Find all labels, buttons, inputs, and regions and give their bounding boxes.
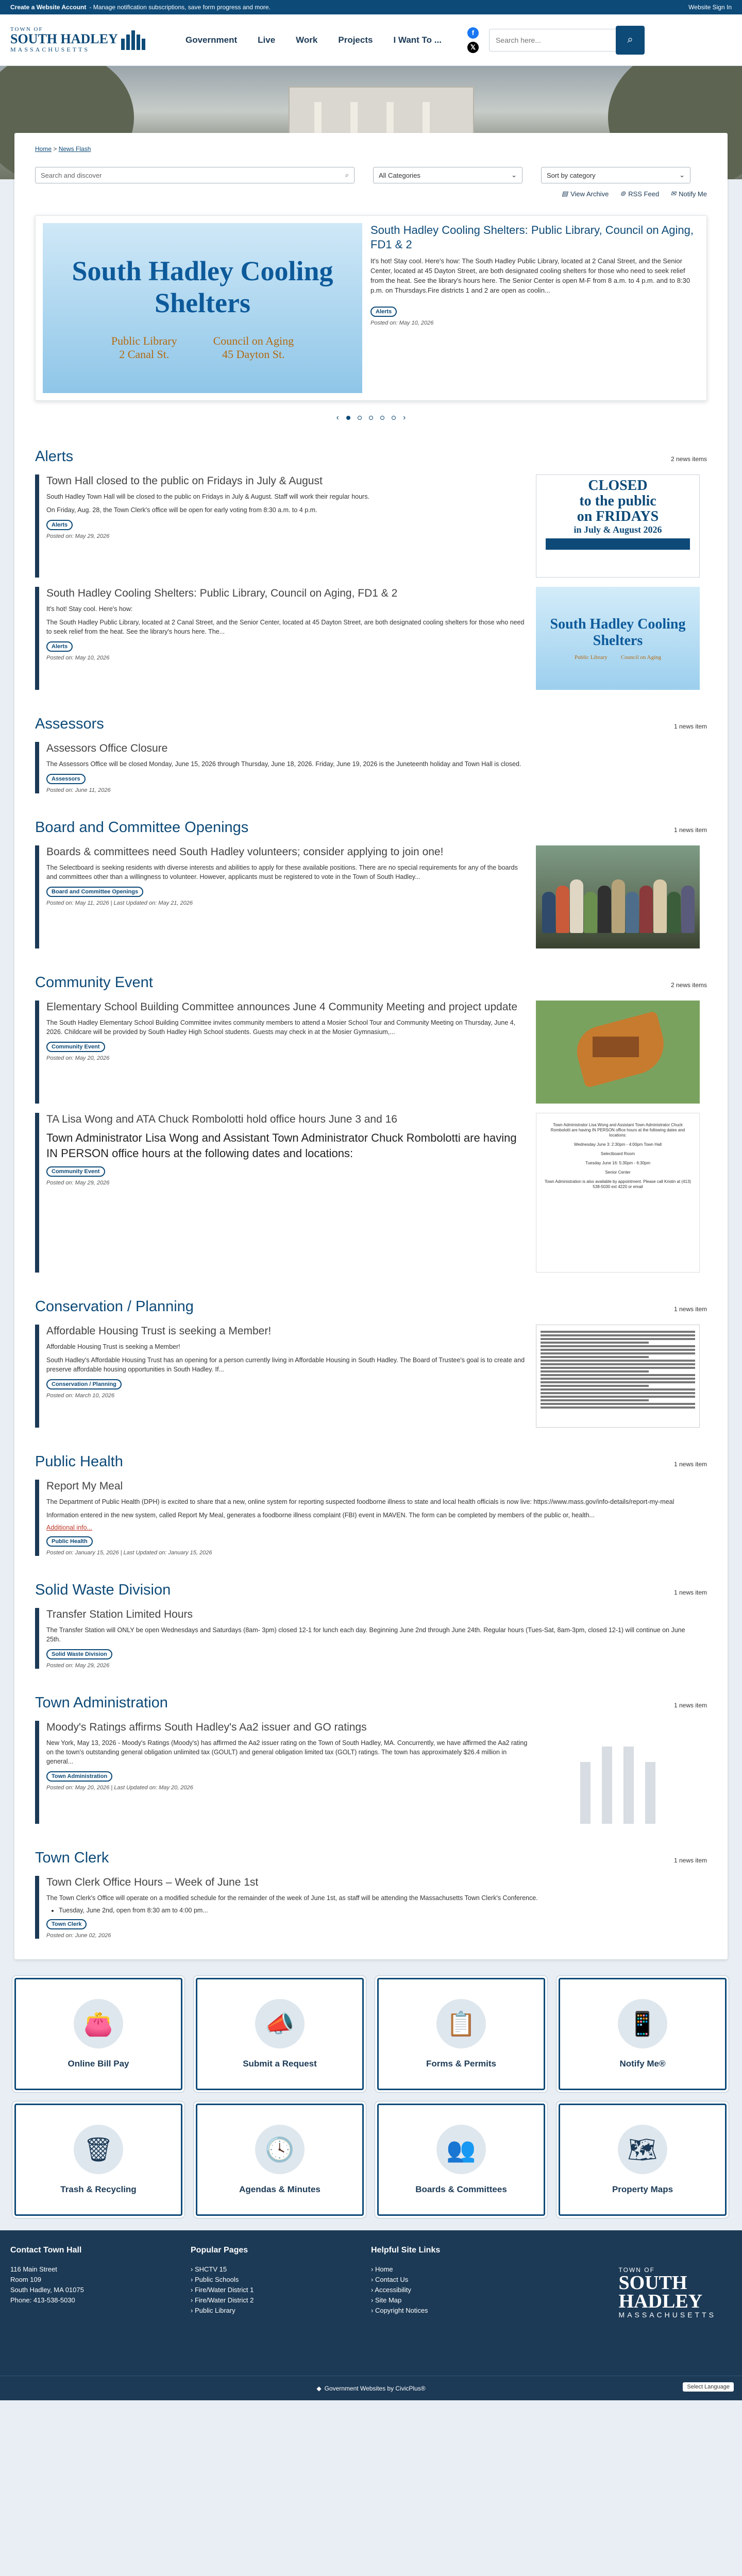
news-category-badge[interactable]: Board and Committee Openings (46, 887, 143, 897)
category-title[interactable]: Assessors (35, 716, 104, 732)
news-item-title[interactable]: Report My Meal (46, 1480, 123, 1492)
header-search (489, 26, 645, 55)
news-category-section (35, 974, 707, 1273)
news-item-summary: Town Administrator Lisa Wong and Assistant Town Administrator Chuck Rombolotti are having IN PERSON office hours at the following dates and locations: (46, 1131, 517, 1160)
quick-link-label: Notify Me® (619, 2059, 666, 2069)
footer-contact-title: Contact Town Hall (10, 2246, 82, 2255)
news-category-badge[interactable]: Assessors (46, 774, 86, 784)
news-item-body (46, 587, 528, 690)
news-category-section (35, 1298, 707, 1428)
footer-popular-title: Popular Pages (191, 2246, 248, 2255)
featured-category-badge[interactable]: Alerts (370, 307, 397, 317)
moody-logo-bar (623, 1747, 634, 1824)
news-item-summary: The Transfer Station will ONLY be open Wednesdays and Saturdays (8am- 3pm) closed 12-1 for lunch each day. Beginning June 2nd through June 24th. Regular hours (Tues-Sat, 8am-3pm, closed 12-1) will continue on June 25th. (46, 1626, 685, 1643)
person-figure (542, 892, 555, 933)
news-category-badge[interactable]: Public Health (46, 1536, 93, 1547)
news-posted-date: Posted on: May 10, 2026 (46, 655, 110, 661)
news-flash-content (14, 133, 728, 1959)
breadcrumb-home[interactable]: Home (35, 145, 52, 152)
footer-logo-state: MASSACHUSETTS (618, 2311, 716, 2319)
news-item-summary: It's hot! Stay cool. Here's how: (46, 605, 133, 613)
doc-line (541, 1363, 695, 1365)
news-category-section (35, 1582, 707, 1669)
nav-government[interactable]: Government (185, 35, 238, 45)
news-item (35, 1001, 707, 1104)
news-item-summary: The Assessors Office will be closed Monday, June 15, 2026 through Thursday, June 18, 2026. Friday, June 19, 2026 is the Juneteenth holiday and Town Hall is closed. (46, 760, 521, 768)
quick-link-label: Forms & Permits (426, 2059, 497, 2069)
thumb-text: Public Library (574, 654, 608, 660)
footer-address-line: Room 109 (10, 2276, 41, 2283)
header-search-input[interactable] (489, 29, 618, 52)
doc-line (541, 1381, 695, 1383)
quick-link-label: Property Maps (612, 2184, 673, 2194)
quick-link-tile[interactable] (196, 2104, 364, 2216)
chevron-down-icon: ⌄ (679, 171, 685, 179)
category-header (35, 448, 707, 465)
person-figure (681, 886, 695, 933)
news-category-badge[interactable]: Town Clerk (46, 1919, 87, 1929)
news-item-body (46, 474, 528, 578)
news-thumbnail-image[interactable] (536, 1325, 700, 1428)
site-header (0, 14, 742, 66)
doc-line (541, 1352, 695, 1354)
doc-line (541, 1342, 649, 1344)
news-category-badge[interactable]: Community Event (46, 1166, 105, 1177)
category-header (35, 819, 707, 836)
quick-link-label: Submit a Request (243, 2059, 317, 2069)
additional-info-link[interactable]: Additional info... (46, 1524, 92, 1531)
person-figure (626, 892, 639, 933)
category-count: 2 news items (670, 981, 707, 989)
category-header (35, 1694, 707, 1711)
slide-dot[interactable] (346, 416, 350, 420)
person-figure (584, 892, 597, 933)
category-header (35, 1298, 707, 1315)
doc-line (541, 1385, 649, 1387)
search-icon: ⌕ (345, 171, 349, 179)
news-category-section (35, 819, 707, 948)
footer-logo-name2: HADLEY (618, 2291, 703, 2312)
news-item-summary: The South Hadley Public Library, located at 2 Canal Street, and the Senior Center, located at 45 Dayton Street, are both designated cooling shelters for those who need to seek relief from the heat. See the library's hours here. The... (46, 619, 525, 635)
quick-link-label: Trash & Recycling (60, 2184, 137, 2194)
news-item-body (46, 1480, 700, 1556)
quick-link-tile[interactable] (377, 2104, 545, 2216)
news-item-title[interactable]: Town Clerk Office Hours – Week of June 1st (46, 1876, 259, 1888)
nav-i-want-to[interactable]: I Want To ... (393, 35, 442, 45)
footer-link[interactable]: › Site Map (371, 2295, 551, 2306)
doc-line (541, 1392, 695, 1394)
wallet-icon: 👛 (74, 1999, 123, 2048)
map-icon: 🗺 (618, 2125, 667, 2174)
news-item-summary: Affordable Housing Trust is seeking a Member! (46, 1343, 180, 1350)
footer-link[interactable]: › Public Schools (191, 2275, 371, 2285)
category-count: 1 news item (673, 826, 707, 834)
category-header (35, 716, 707, 733)
news-thumbnail-image[interactable] (536, 474, 700, 578)
news-search-input[interactable] (35, 167, 355, 183)
memo-text: Wednesday June 3: 2:30pm - 4:00pm Town Hall (574, 1142, 662, 1147)
news-item-summary: The Selectboard is seeking residents with diverse interests and abilities to apply for these available positions. There are no special requirements for any of the boards and committees other than a willingness to volunteer. However, applicants must be registered to vote in the Town of South Hadley... (46, 864, 518, 880)
envelope-icon: ✉ (670, 190, 677, 197)
clipboard-icon: 📋 (436, 1999, 486, 2048)
people-icon: 👥 (436, 2125, 486, 2174)
footer-popular-pages (191, 2246, 371, 2319)
news-item-summary: The Department of Public Health (DPH) is excited to share that a new, online system for reporting suspected foodborne illness to state and local health officials is now live: https://www.mass.gov/info-details/report-my-meal (46, 1498, 674, 1505)
news-category-badge[interactable]: Solid Waste Division (46, 1649, 112, 1659)
doc-line (541, 1374, 695, 1376)
category-title[interactable]: Board and Committee Openings (35, 819, 249, 836)
footer-link[interactable]: › SHCTV 15 (191, 2264, 371, 2275)
nav-live[interactable]: Live (258, 35, 276, 45)
search-button[interactable] (616, 26, 645, 55)
news-item (35, 1480, 707, 1556)
footer-link[interactable]: › Fire/Water District 1 (191, 2285, 371, 2295)
news-item (35, 1608, 707, 1669)
moody-logo-bar (645, 1762, 655, 1824)
footer-link[interactable]: › Fire/Water District 2 (191, 2295, 371, 2306)
breadcrumb-current[interactable]: News Flash (58, 145, 91, 152)
civicplus-icon: ◆ (316, 2384, 322, 2392)
footer-helpful-title: Helpful Site Links (371, 2246, 441, 2255)
news-category-section (35, 448, 707, 690)
doc-line (541, 1370, 649, 1372)
thumb-text: South Hadley Cooling Shelters (550, 616, 686, 649)
moody-logo-bar (580, 1762, 591, 1824)
account-banner-title[interactable]: Create a Website Account (10, 4, 87, 11)
news-item (35, 587, 707, 690)
news-item (35, 1113, 707, 1273)
news-category-section (35, 1694, 707, 1824)
news-item-body (46, 1608, 700, 1669)
news-item-body (46, 1876, 700, 1939)
rss-feed-label: RSS Feed (628, 190, 660, 198)
memo-text: Town Administration is also available by appointment. Please call Kristin at (413) 538-5030 ext 4220 or email (544, 1179, 692, 1189)
featured-title[interactable]: South Hadley Cooling Shelters: Public Library, Council on Aging, FD1 & 2 (370, 224, 694, 251)
news-posted-date: Posted on: May 29, 2026 (46, 1663, 110, 1669)
megaphone-icon: 📣 (255, 1999, 305, 2048)
news-categories (35, 448, 707, 1939)
news-category-section (35, 1850, 707, 1939)
footer-bottom-bar (0, 2376, 742, 2400)
news-thumbnail-image[interactable] (536, 587, 700, 690)
news-item-body (46, 1721, 528, 1824)
doc-line (541, 1367, 695, 1369)
news-item-body (46, 1113, 528, 1273)
footer-address-line: South Hadley, MA 01075 (10, 2286, 84, 2294)
logo-text (10, 26, 118, 54)
news-category-badge[interactable]: Alerts (46, 641, 73, 652)
person-figure (598, 886, 611, 933)
news-posted-date: Posted on: March 10, 2026 (46, 1393, 115, 1399)
sort-select-value: Sort by category (547, 171, 596, 179)
footer-link[interactable]: › Contact Us (371, 2275, 551, 2285)
doc-line (541, 1349, 695, 1351)
news-item (35, 1325, 707, 1428)
news-category-badge[interactable]: Town Administration (46, 1771, 112, 1782)
news-item-title[interactable]: Boards & committees need South Hadley volunteers; consider applying to join one! (46, 846, 444, 858)
category-title[interactable]: Public Health (35, 1453, 123, 1470)
account-banner[interactable] (10, 4, 271, 11)
news-item-summary: South Hadley Town Hall will be closed to the public on Fridays in July & August. Staff will work their regular hours. (46, 493, 369, 500)
category-title[interactable]: Conservation / Planning (35, 1298, 194, 1315)
person-figure (639, 886, 653, 933)
news-item-summary: Information entered in the new system, called Report My Meal, generates a foodborne illness complaint (FBI) event in MAVEN. The form can be completed by members of the public or, health... (46, 1512, 595, 1519)
sort-select[interactable] (541, 167, 690, 183)
news-item-summary: On Friday, Aug. 28, the Town Clerk's office will be open for early voting from 8:30 a.m. to 4 p.m. (46, 506, 317, 514)
person-figure (570, 879, 583, 933)
news-posted-date: Posted on: May 29, 2026 (46, 1180, 110, 1186)
category-title[interactable]: Town Administration (35, 1694, 168, 1711)
language-select[interactable]: Select Language (683, 2382, 734, 2392)
footer-link[interactable]: › Accessibility (371, 2285, 551, 2295)
quick-link-tile[interactable] (377, 1978, 545, 2090)
quick-link-tile[interactable] (14, 1978, 182, 2090)
doc-line (541, 1388, 695, 1391)
x-icon[interactable]: 𝕏 (467, 42, 479, 53)
phone-notify-icon: 📱 (618, 1999, 667, 2048)
doc-line (541, 1403, 695, 1405)
news-item-bullet: • Tuesday, June 2nd, open from 8:30 am to 4:00 pm... (59, 1907, 700, 1914)
nav-work[interactable]: Work (296, 35, 318, 45)
clock-icon: 🕓 (255, 2125, 305, 2174)
footer-contact (10, 2246, 191, 2319)
quick-link-tile[interactable] (559, 2104, 727, 2216)
news-item-title[interactable]: Affordable Housing Trust is seeking a Member! (46, 1325, 272, 1337)
news-item-title[interactable]: Moody's Ratings affirms South Hadley's Aa2 issuer and GO ratings (46, 1721, 367, 1733)
news-category-badge[interactable]: Conservation / Planning (46, 1379, 122, 1389)
news-posted-date: Posted on: June 02, 2026 (46, 1933, 111, 1939)
footer-phone[interactable]: Phone: 413-538-5030 (10, 2296, 75, 2304)
doc-line (541, 1345, 695, 1347)
featured-image-left: Public Library 2 Canal St. (111, 334, 177, 361)
footer-link[interactable]: › Public Library (191, 2306, 371, 2316)
news-item (35, 845, 707, 948)
news-item-summary: New York, May 13, 2026 - Moody's Ratings (Moody's) has affirmed the Aa2 issuer rating on the Town of South Hadley, MA. Concurrently, we have affirmed the Aa2 rating on the town's outstanding general obligation unlimited tax (GOULT) and general obligation limited tax (GOLT) ratings. The town has approximately $26.4 million in general... (46, 1739, 528, 1765)
news-category-badge[interactable]: Alerts (46, 520, 73, 530)
doc-line (541, 1360, 695, 1362)
thumb-text: Council on Aging (620, 654, 662, 660)
news-posted-date: Posted on: May 11, 2026 | Last Updated on: May 21, 2026 (46, 900, 193, 906)
featured-news-slide[interactable] (35, 215, 707, 401)
thumb-subtitles (575, 654, 661, 660)
social-links (467, 27, 479, 53)
chevron-right-icon[interactable]: › (403, 413, 406, 422)
quick-link-tile[interactable] (559, 1978, 727, 2090)
news-posted-date: Posted on: June 11, 2026 (46, 787, 111, 793)
category-title[interactable]: Alerts (35, 448, 74, 465)
doc-line (541, 1356, 649, 1358)
rss-feed-link[interactable] (620, 190, 659, 198)
slide-dot[interactable] (392, 416, 396, 420)
category-select[interactable] (373, 167, 522, 183)
footer-logo-town-of: TOWN OF (618, 2266, 655, 2274)
thumb-bar (546, 538, 690, 550)
category-count: 1 news item (673, 1857, 707, 1864)
news-item-body (46, 742, 700, 793)
doc-line (541, 1378, 695, 1380)
news-item-title[interactable]: Transfer Station Limited Hours (46, 1608, 193, 1620)
doc-line (541, 1399, 649, 1401)
logo-mark-icon (121, 30, 145, 50)
news-posted-date: Posted on: May 20, 2026 (46, 1055, 110, 1061)
quick-link-tile[interactable] (14, 2104, 182, 2216)
category-title[interactable]: Solid Waste Division (35, 1582, 171, 1598)
logo-town-of: TOWN OF (10, 26, 43, 32)
category-count: 1 news item (673, 1702, 707, 1709)
footer-helpful-links (371, 2246, 551, 2319)
category-header (35, 1850, 707, 1867)
news-posted-date: Posted on: May 29, 2026 (46, 533, 110, 539)
quick-link-label: Online Bill Pay (68, 2059, 129, 2069)
chevron-left-icon[interactable]: ‹ (336, 413, 339, 422)
facebook-icon[interactable]: f (467, 27, 479, 39)
breadcrumb-separator: > (53, 145, 57, 152)
memo-text: Tuesday June 16: 5:30pm - 6:30pm (585, 1161, 650, 1165)
news-search-placeholder: Search and discover (41, 171, 102, 179)
person-figure (612, 879, 625, 933)
footer-link[interactable]: › Copyright Notices (371, 2306, 551, 2316)
news-item-body (46, 845, 528, 948)
category-count: 1 news item (673, 723, 707, 730)
featured-image[interactable] (43, 223, 362, 393)
news-item (35, 474, 707, 578)
quick-link-label: Agendas & Minutes (239, 2184, 321, 2194)
nav-projects[interactable]: Projects (338, 35, 373, 45)
category-count: 1 news item (673, 1306, 707, 1313)
person-figure (667, 892, 681, 933)
account-banner-text: - Manage notification subscriptions, save form progress and more. (89, 4, 271, 11)
quick-link-tiles (14, 1978, 728, 2230)
thumb-text: in July & August 2026 (574, 524, 662, 535)
news-item-summary: The South Hadley Elementary School Building Committee invites community members to attend a Mosier School Tour and Community Meeting on Thursday, June 4, 2026. Childcare will be provided by South Hadley High School students. Guests may check in at the Mosier Gymnasium,... (46, 1019, 516, 1036)
news-item (35, 742, 707, 793)
slider-pagination (35, 413, 707, 422)
person-figure (653, 879, 667, 933)
news-posted-date: Posted on: May 20, 2026 | Last Updated on: May 20, 2026 (46, 1785, 193, 1791)
site-logo[interactable] (10, 26, 165, 54)
news-filters (35, 167, 707, 183)
news-item-title[interactable]: Town Hall closed to the public on Fridays in July & August (46, 475, 323, 487)
category-title[interactable]: Town Clerk (35, 1850, 109, 1866)
featured-image-title: South Hadley Cooling Shelters (72, 256, 333, 318)
logo-name: SOUTH HADLEY (10, 31, 118, 46)
slide-dot[interactable] (369, 416, 373, 420)
category-title[interactable]: Community Event (35, 974, 153, 991)
footer-address-line: 116 Main Street (10, 2265, 57, 2273)
category-count: 1 news item (673, 1589, 707, 1596)
category-count: 2 news items (670, 455, 707, 463)
featured-image-right: Council on Aging 45 Dayton St. (213, 334, 294, 361)
chevron-down-icon: ⌄ (511, 171, 517, 179)
doc-line (541, 1338, 695, 1340)
trash-icon: 🗑 (74, 2125, 123, 2174)
category-header (35, 974, 707, 991)
news-item-title[interactable]: Elementary School Building Committee announces June 4 Community Meeting and project update (46, 1001, 518, 1013)
slide-dot[interactable] (358, 416, 362, 420)
footer-logo-name1: SOUTH (618, 2272, 687, 2294)
news-thumbnail-image[interactable] (536, 845, 700, 948)
doc-line (541, 1331, 695, 1333)
view-archive-label: View Archive (570, 190, 609, 198)
doc-line (541, 1396, 695, 1398)
news-item (35, 1721, 707, 1824)
thumb-text: to the public (579, 493, 656, 509)
news-thumbnail-image[interactable] (536, 1001, 700, 1104)
category-header (35, 1582, 707, 1599)
memo-text: Town Administrator Lisa Wong and Assistant Town Administrator Chuck Rombolotti are having IN PERSON office hours at the following dates and locations: (550, 1123, 685, 1138)
news-category-section (35, 1453, 707, 1556)
thumb-text: CLOSED (588, 478, 648, 494)
news-thumbnail-image[interactable] (536, 1721, 700, 1824)
category-select-value: All Categories (379, 171, 420, 179)
news-item-body (46, 1325, 528, 1428)
doc-line (541, 1406, 695, 1409)
footer-link[interactable]: › Home (371, 2264, 551, 2275)
news-actions (35, 190, 707, 198)
sign-in-link[interactable]: Website Sign In (688, 4, 732, 11)
footer-logo[interactable] (619, 2246, 732, 2319)
news-item-title[interactable]: South Hadley Cooling Shelters: Public Library, Council on Aging, FD1 & 2 (46, 587, 398, 599)
quick-link-label: Boards & Committees (415, 2184, 507, 2194)
memo-text: Selectboard Room (600, 1151, 635, 1156)
news-item (35, 1876, 707, 1939)
notify-me-label: Notify Me (679, 190, 707, 198)
category-count: 1 news item (673, 1461, 707, 1468)
rss-icon: ⊚ (620, 190, 626, 197)
slide-dot[interactable] (380, 416, 384, 420)
breadcrumb (35, 145, 707, 152)
logo-state: MASSACHUSETTS (10, 46, 90, 53)
person-figure (556, 886, 569, 933)
news-category-section (35, 716, 707, 793)
news-item-summary: The Town Clerk's Office will operate on a modified schedule for the remainder of the week of June 1st, as staff will be attending the Massachusetts Town Clerk's Conference. (46, 1894, 538, 1902)
news-thumbnail-image[interactable] (536, 1113, 700, 1273)
quick-link-tile[interactable] (196, 1978, 364, 2090)
archive-icon: ▤ (561, 190, 568, 197)
top-alert-bar (0, 0, 742, 14)
featured-text: It's hot! Stay cool. Here's how: The South Hadley Public Library, located at 2 Canal Street, and the Senior Center, located at 45 Dayton Street, are both designated cooling shelters for those who need to seek relief from the heat. See the library's hours here. The Senior Center is open M-F from 8 a.m. to 4 p.m. and to 8:30 p.m. on Thursdays.Fire districts 1 and 2 are open as coolin... (370, 257, 690, 294)
news-item-title[interactable]: Assessors Office Closure (46, 742, 168, 754)
doc-line (541, 1334, 695, 1336)
category-header (35, 1453, 707, 1470)
news-posted-date: Posted on: January 15, 2026 | Last Updated on: January 15, 2026 (46, 1550, 212, 1556)
notify-me-link[interactable] (670, 190, 707, 198)
site-plan-building (593, 1037, 639, 1057)
moody-logo-bar (602, 1747, 612, 1824)
news-category-badge[interactable]: Community Event (46, 1042, 105, 1052)
news-item-bullets (59, 1907, 700, 1914)
search-icon: ⌕ (627, 34, 633, 45)
thumb-text: on FRIDAYS (577, 509, 659, 524)
civicplus-link[interactable]: Government Websites by CivicPlus® (324, 2384, 426, 2392)
memo-text: Senior Center (605, 1170, 631, 1175)
site-footer (0, 2230, 742, 2400)
main-nav (185, 35, 442, 45)
featured-posted-date: Posted on: May 10, 2026 (370, 320, 434, 326)
news-item-body (46, 1001, 528, 1104)
news-item-title[interactable]: TA Lisa Wong and ATA Chuck Rombolotti hold office hours June 3 and 16 (46, 1113, 397, 1125)
view-archive-link[interactable] (562, 190, 609, 198)
news-item-summary: South Hadley's Affordable Housing Trust has an opening for a person currently living in Affordable Housing in South Hadley. The Board of Trustee's goal is to create and preserve affordable housing opportunities in South Hadley. If... (46, 1357, 525, 1373)
